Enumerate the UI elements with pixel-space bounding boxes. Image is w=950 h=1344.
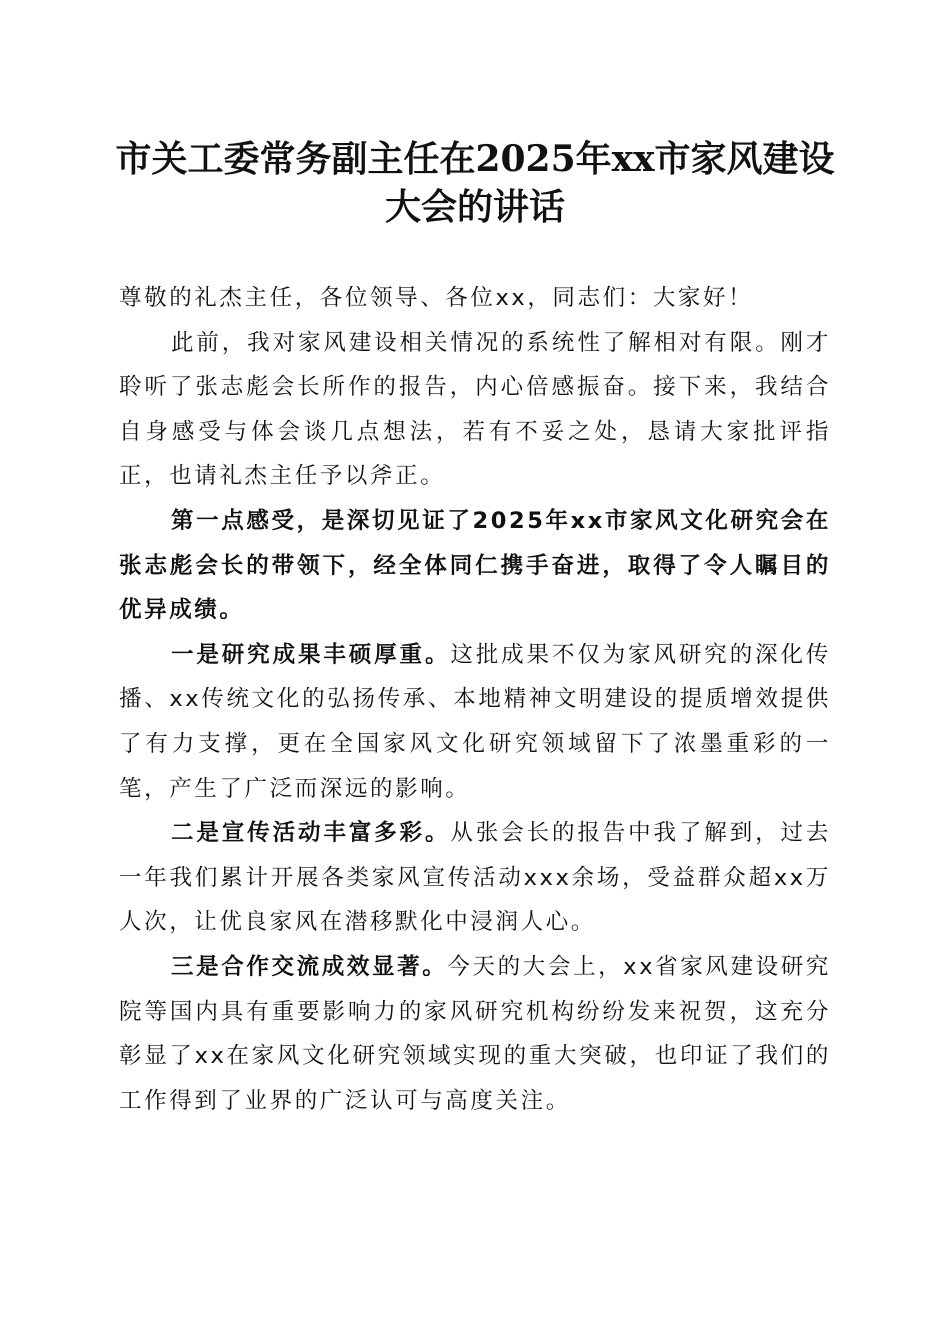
paragraph-research-results: [119, 633, 831, 811]
paragraph-first-point: [119, 499, 831, 633]
paragraph-intro: [119, 321, 831, 499]
paragraph-text: 从张会长的报告中我了解到，过去一年我们累计开展各类家风宣传活动xxx余场，受益群众超xx万人次，让优良家风在潜移默化中浸润人心。: [119, 820, 831, 936]
paragraph-lead: 第一点感受，是深切见证了2025年xx市家风文化研究会在张志彪会长的带领下，经全体同仁携手奋进，取得了令人瞩目的优异成绩。: [119, 507, 831, 624]
paragraph-publicity-activities: [119, 811, 831, 945]
title-line-1: 市关工委常务副主任在2025年xx市家风建设: [115, 138, 835, 180]
title-line-2: 大会的讲话: [384, 186, 565, 228]
paragraph-lead: 二是宣传活动丰富多彩。: [171, 820, 451, 847]
paragraph-cooperation-exchange: [119, 945, 831, 1123]
paragraph-lead: 三是合作交流成效显著。: [171, 953, 448, 980]
document-title: [100, 135, 850, 231]
speech-body: [119, 276, 831, 1123]
paragraph-text: 今天的大会上，xx省家风建设研究院等国内具有重要影响力的家风研究机构纷纷发来祝贺，这充分彰显了xx在家风文化研究领域实现的重大突破，也印证了我们的工作得到了业界的广泛认可与高度关注。: [119, 953, 831, 1114]
paragraph-lead: 一是研究成果丰硕厚重。: [171, 641, 451, 668]
paragraph-text: 此前，我对家风建设相关情况的系统性了解相对有限。刚才聆听了张志彪会长所作的报告，内心倍感振奋。接下来，我结合自身感受与体会谈几点想法，若有不妥之处，恳请大家批评指正，也请礼杰主任予以斧正。: [119, 329, 831, 490]
greeting: 尊敬的礼杰主任，各位领导、各位xx，同志们：大家好！: [119, 285, 754, 311]
paragraph-text: 这批成果不仅为家风研究的深化传播、xx传统文化的弘扬传承、本地精神文明建设的提质增效提供了有力支撑，更在全国家风文化研究领域留下了浓墨重彩的一笔，产生了广泛而深远的影响。: [119, 641, 831, 802]
